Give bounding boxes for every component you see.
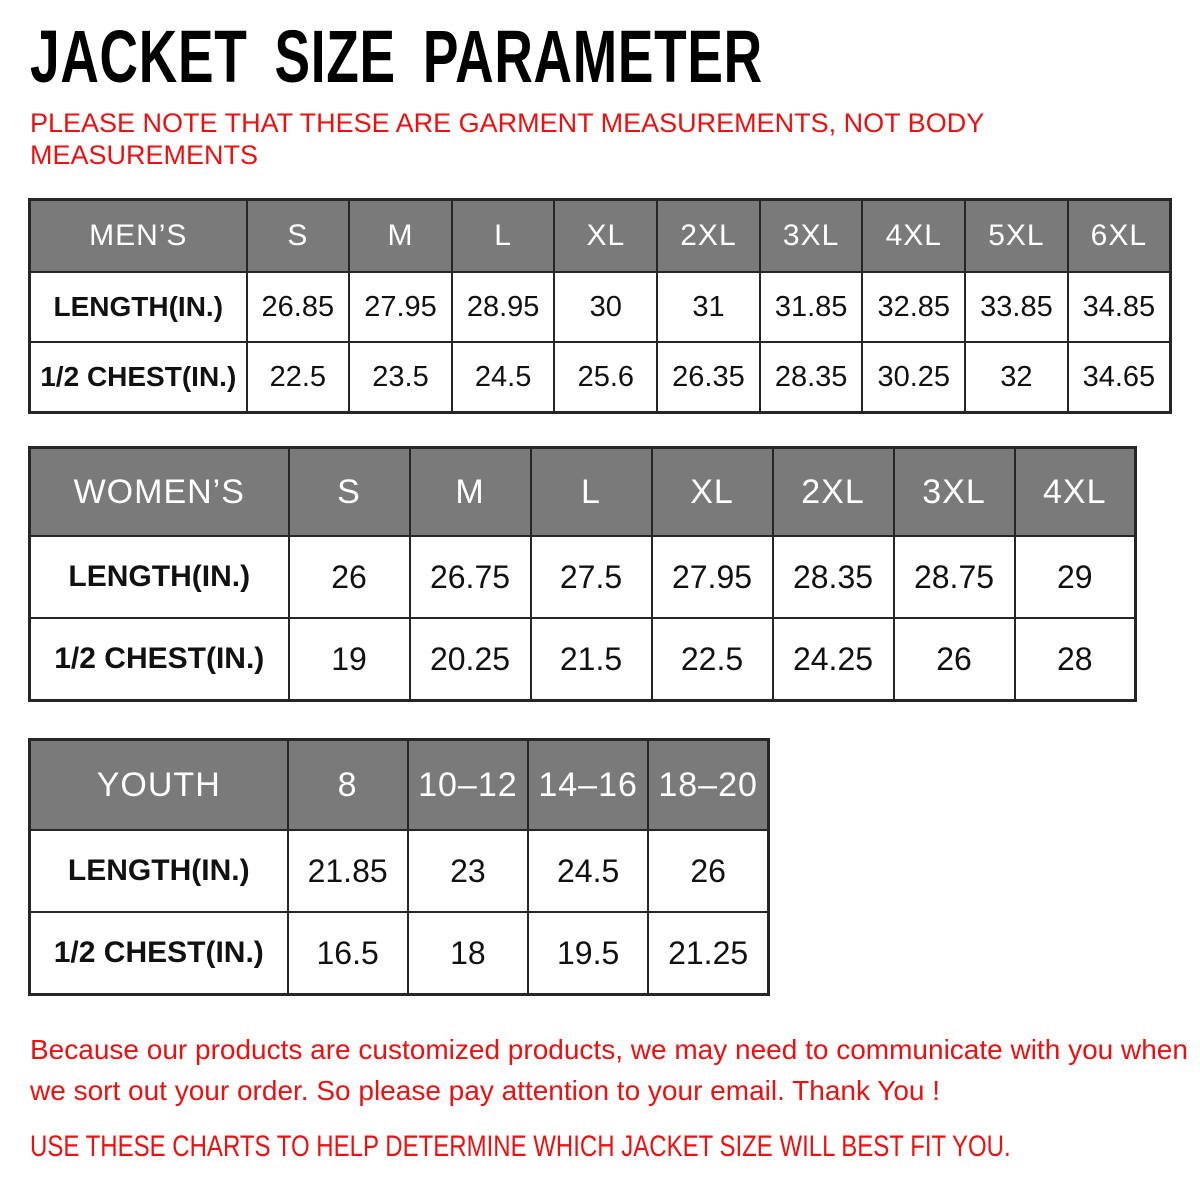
- size-value-cell: 23.5: [349, 342, 452, 413]
- size-value-cell: 33.85: [965, 272, 1068, 342]
- measurement-row: [30, 618, 1136, 701]
- size-column-header: XL: [554, 200, 657, 273]
- size-header-row: [30, 448, 1136, 537]
- customization-notice: Because our products are customized products, we may need to communicate with you when we sort out your order. So please pay attention to your email. Thank You !: [30, 1034, 1188, 1106]
- size-value-cell: 28.35: [760, 342, 863, 413]
- size-value-cell: 30: [554, 272, 657, 342]
- size-value-cell: 32.85: [862, 272, 965, 342]
- size-value-cell: 18: [408, 912, 528, 995]
- size-value-cell: 21.85: [288, 830, 408, 912]
- youth-size-table: [28, 738, 770, 996]
- row-label: LENGTH(IN.): [30, 272, 247, 342]
- size-value-cell: 28: [1015, 618, 1136, 701]
- size-value-cell: 26.85: [247, 272, 350, 342]
- measurement-row: [30, 536, 1136, 618]
- size-value-cell: 31: [657, 272, 760, 342]
- size-value-cell: 28.75: [894, 536, 1015, 618]
- size-value-cell: 26: [894, 618, 1015, 701]
- size-value-cell: 25.6: [554, 342, 657, 413]
- size-column-header: 10–12: [408, 740, 528, 831]
- size-column-header: 2XL: [657, 200, 760, 273]
- page-title: JACKET SIZE PARAMETER: [30, 15, 763, 98]
- size-column-header: 18–20: [648, 740, 768, 831]
- size-column-header: S: [247, 200, 350, 273]
- size-value-cell: 31.85: [760, 272, 863, 342]
- size-value-cell: 26: [289, 536, 410, 618]
- table-title-cell: YOUTH: [30, 740, 288, 831]
- size-value-cell: 19: [289, 618, 410, 701]
- size-value-cell: 24.5: [452, 342, 555, 413]
- size-column-header: 6XL: [1068, 200, 1171, 273]
- size-value-cell: 26.75: [410, 536, 531, 618]
- size-value-cell: 22.5: [247, 342, 350, 413]
- size-value-cell: 27.95: [349, 272, 452, 342]
- row-label: LENGTH(IN.): [30, 536, 289, 618]
- size-value-cell: 24.25: [773, 618, 894, 701]
- size-column-header: S: [289, 448, 410, 537]
- measurement-row: [30, 342, 1171, 413]
- garment-measurement-note: PLEASE NOTE THAT THESE ARE GARMENT MEASUREMENTS, NOT BODY MEASUREMENTS: [30, 108, 984, 170]
- row-label: 1/2 CHEST(IN.): [30, 342, 247, 413]
- mens-size-table: [28, 198, 1172, 414]
- size-value-cell: 32: [965, 342, 1068, 413]
- size-header-row: [30, 740, 769, 831]
- size-column-header: 5XL: [965, 200, 1068, 273]
- size-column-header: 2XL: [773, 448, 894, 537]
- size-column-header: L: [452, 200, 555, 273]
- size-column-header: L: [531, 448, 652, 537]
- table-title-cell: MEN’S: [30, 200, 247, 273]
- size-value-cell: 21.5: [531, 618, 652, 701]
- table-title-cell: WOMEN’S: [30, 448, 289, 537]
- size-column-header: M: [410, 448, 531, 537]
- size-header-row: [30, 200, 1171, 273]
- size-value-cell: 29: [1015, 536, 1136, 618]
- size-column-header: 14–16: [528, 740, 648, 831]
- size-value-cell: 22.5: [652, 618, 773, 701]
- size-value-cell: 26.35: [657, 342, 760, 413]
- size-column-header: 4XL: [862, 200, 965, 273]
- size-column-header: XL: [652, 448, 773, 537]
- size-value-cell: 24.5: [528, 830, 648, 912]
- size-value-cell: 19.5: [528, 912, 648, 995]
- size-value-cell: 20.25: [410, 618, 531, 701]
- measurement-row: [30, 912, 769, 995]
- size-value-cell: 34.85: [1068, 272, 1171, 342]
- size-value-cell: 26: [648, 830, 768, 912]
- row-label: 1/2 CHEST(IN.): [30, 912, 288, 995]
- fit-guidance-note: USE THESE CHARTS TO HELP DETERMINE WHICH JACKET SIZE WILL BEST FIT YOU.: [30, 1130, 1011, 1163]
- measurement-row: [30, 272, 1171, 342]
- size-column-header: 3XL: [760, 200, 863, 273]
- size-value-cell: 27.5: [531, 536, 652, 618]
- measurement-row: [30, 830, 769, 912]
- size-value-cell: 16.5: [288, 912, 408, 995]
- size-column-header: M: [349, 200, 452, 273]
- row-label: 1/2 CHEST(IN.): [30, 618, 289, 701]
- size-value-cell: 34.65: [1068, 342, 1171, 413]
- size-column-header: 3XL: [894, 448, 1015, 537]
- size-column-header: 8: [288, 740, 408, 831]
- size-value-cell: 28.35: [773, 536, 894, 618]
- womens-size-table: [28, 446, 1137, 702]
- size-value-cell: 23: [408, 830, 528, 912]
- size-column-header: 4XL: [1015, 448, 1136, 537]
- row-label: LENGTH(IN.): [30, 830, 288, 912]
- size-value-cell: 28.95: [452, 272, 555, 342]
- size-value-cell: 27.95: [652, 536, 773, 618]
- size-value-cell: 30.25: [862, 342, 965, 413]
- size-value-cell: 21.25: [648, 912, 768, 995]
